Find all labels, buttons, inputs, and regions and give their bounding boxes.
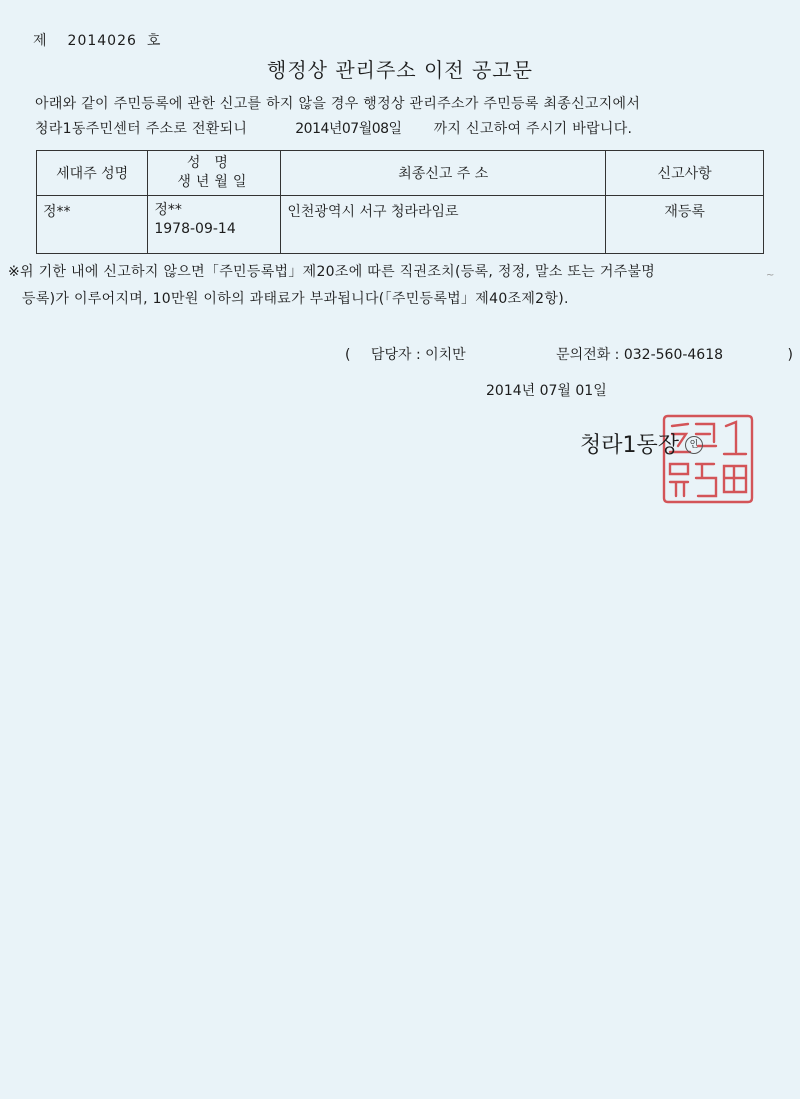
header-name: 성명 <box>186 155 242 171</box>
contact-phone: 문의전화 : 032-560-4618 <box>556 347 724 363</box>
notice-line-2: 등록)가 이루어지며, 10만원 이하의 과태료가 부과됩니다(「주민등록법」제40조제2항). <box>22 291 569 307</box>
scan-speck: ~ <box>766 270 775 281</box>
header-householder: 세대주 성명 <box>37 151 148 196</box>
contact-manager: 담당자 : 이치만 <box>370 347 466 363</box>
cell-address: 인천광역시 서구 청라라임로 <box>281 196 606 254</box>
doc-no-number: 2014026 <box>67 33 137 49</box>
document-number <box>33 30 161 50</box>
cell-report: 재등록 <box>606 196 764 254</box>
page-title: 행정상 관리주소 이전 공고문 <box>267 58 533 82</box>
header-address: 최종신고 주 소 <box>281 151 606 196</box>
cell-name-birth <box>148 196 281 254</box>
contact-info <box>345 344 793 364</box>
intro-line-2-start: 청라1동주민센터 주소로 전환되니 <box>35 121 248 137</box>
intro-line-2 <box>35 118 632 138</box>
header-name-birth <box>148 151 281 196</box>
header-birth: 생년월일 <box>177 174 252 190</box>
contact-open-paren: ( <box>345 347 351 363</box>
header-report: 신고사항 <box>606 151 764 196</box>
issue-date: 2014년 07월 01일 <box>486 383 607 399</box>
intro-line-2-end: 까지 신고하여 주시기 바랍니다. <box>433 121 633 137</box>
intro-line-1: 아래와 같이 주민등록에 관한 신고를 하지 않을 경우 행정상 관리주소가 주민등록 최종신고지에서 <box>35 96 641 112</box>
doc-no-suffix: 호 <box>146 33 162 49</box>
cell-birth: 1978-09-14 <box>154 221 236 237</box>
cell-name: 정** <box>154 202 182 218</box>
table-row <box>37 196 764 254</box>
notice-line-1: ※위 기한 내에 신고하지 않으면「주민등록법」제20조에 따른 직권조치(등록, 정정, 말소 또는 거주불명 <box>8 264 656 280</box>
table-header-row <box>37 151 764 196</box>
cell-householder: 정** <box>37 196 148 254</box>
signer-title: 청라1동장 <box>580 433 680 458</box>
notice-table <box>36 150 764 254</box>
deadline-date: 2014년07월08일 <box>295 121 402 137</box>
contact-close-paren: ) <box>787 347 793 363</box>
doc-no-prefix: 제 <box>33 33 48 49</box>
seal-mark: 인 <box>685 436 703 454</box>
